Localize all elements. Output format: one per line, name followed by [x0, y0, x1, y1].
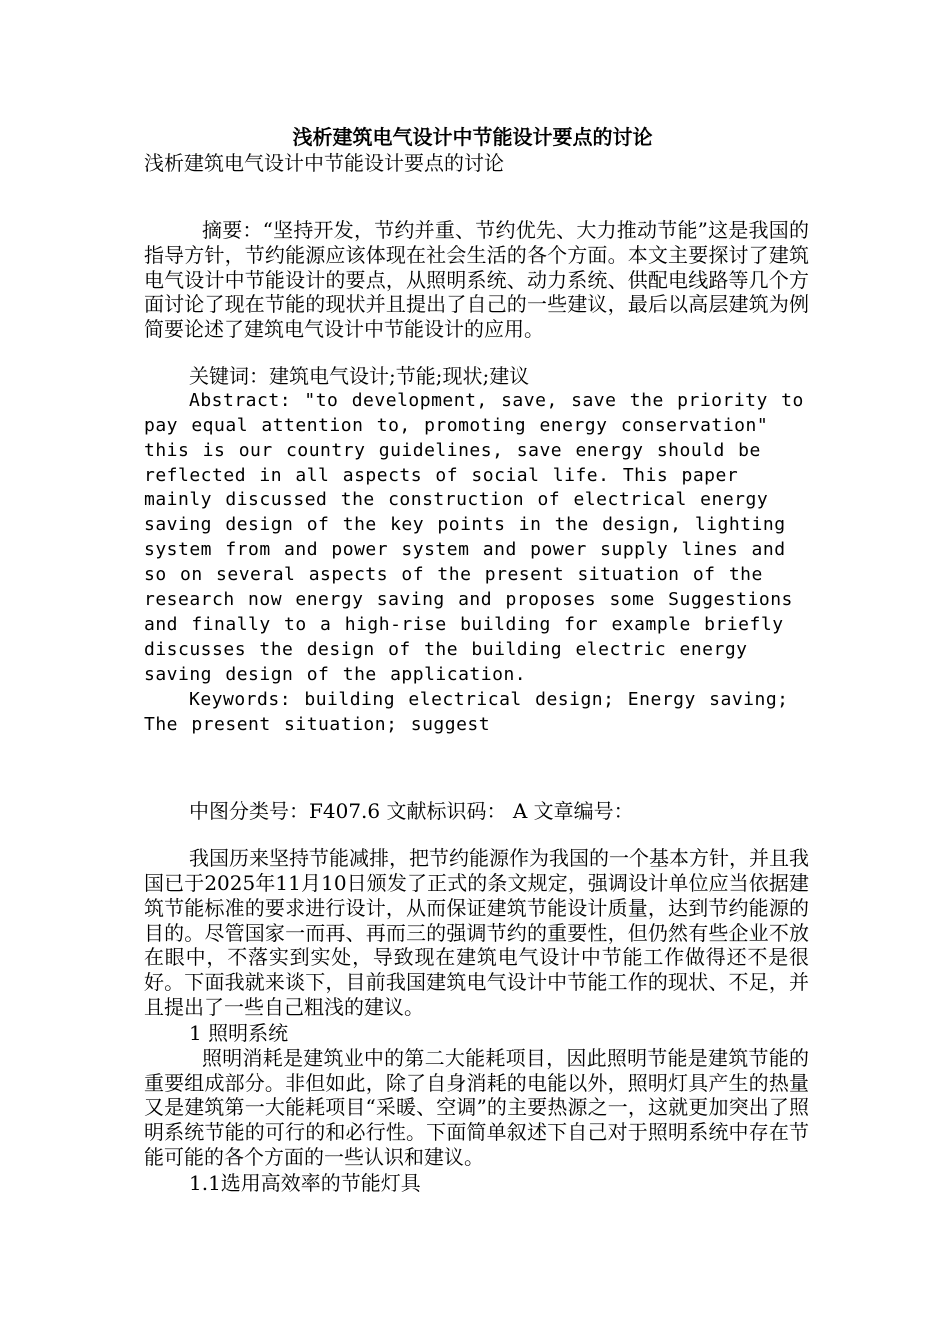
document-page: [144, 124, 809, 1196]
keywords-english: Keywords: building electrical design; Energy saving; The present situation; suggest: [144, 688, 789, 735]
subsection-heading-lamps: 1.1选用高效率的节能灯具: [189, 1170, 421, 1195]
document-subtitle: 浅析建筑电气设计中节能设计要点的讨论: [144, 151, 504, 175]
intro-paragraph: 我国历来坚持节能减排，把节约能源作为我国的一个基本方针，并且我国已于2025年11月10日颁发了正式的条文规定，强调设计单位应当依据建筑节能标准的要求进行设计，从而保证建筑节能设计质量，达到节约能源的目的。尽管国家一而再、再而三的强调节约的重要性，但仍然有些企业不放在眼中，不落实到实处，导致现在建筑电气设计中节能工作做得还不是很好。下面我就来谈下，目前我国建筑电气设计中节能工作的现状、不足，并且提出了一些自己粗浅的建议。: [144, 846, 809, 1020]
classification-line: 中图分类号：F407.6 文献标识码： A 文章编号：: [189, 799, 634, 824]
spacer: [144, 342, 809, 364]
spacer: [144, 824, 809, 846]
spacer: [144, 176, 809, 218]
abstract-english: Abstract: "to development, save, save the priority to pay equal attention to, promoting energy conservation" this is our country guidelines, save energy should be reflected in all aspects of social life. This paper mainly discussed the construction of electrical energy saving design of the key points in the design, lighting system from and power system and power supply lines and so on several aspects of the present situation of the research now energy saving and proposes some Suggestions and finally to a high-rise building for example briefly discusses the design of the building electric energy saving design of the application.: [144, 389, 804, 685]
section-paragraph-lighting: 照明消耗是建筑业中的第二大能耗项目，因此照明节能是建筑节能的重要组成部分。非但如此，除了自身消耗的电能以外，照明灯具产生的热量又是建筑第一大能耗项目“采暖、空调”的主要热源之一，这就更加突出了照明系统节能的可行的和必行性。下面简单叙述下自己对于照明系统中存在节能可能的各个方面的一些认识和建议。: [144, 1045, 809, 1170]
keywords-chinese: 关键词：建筑电气设计;节能;现状;建议: [189, 363, 530, 388]
section-heading-lighting: 1 照明系统: [189, 1020, 289, 1045]
abstract-chinese: 摘要：“坚持开发，节约并重、节约优先、大力推动节能”这是我国的指导方针，节约能源应该体现在社会生活的各个方面。本文主要探讨了建筑电气设计中节能设计的要点，从照明系统、动力系统、供配电线路等几个方面讨论了现在节能的现状并且提出了自己的一些建议，最后以高层建筑为例简要论述了建筑电气设计中节能设计的应用。: [144, 218, 809, 342]
spacer: [144, 737, 809, 799]
document-title: 浅析建筑电气设计中节能设计要点的讨论: [292, 125, 653, 149]
